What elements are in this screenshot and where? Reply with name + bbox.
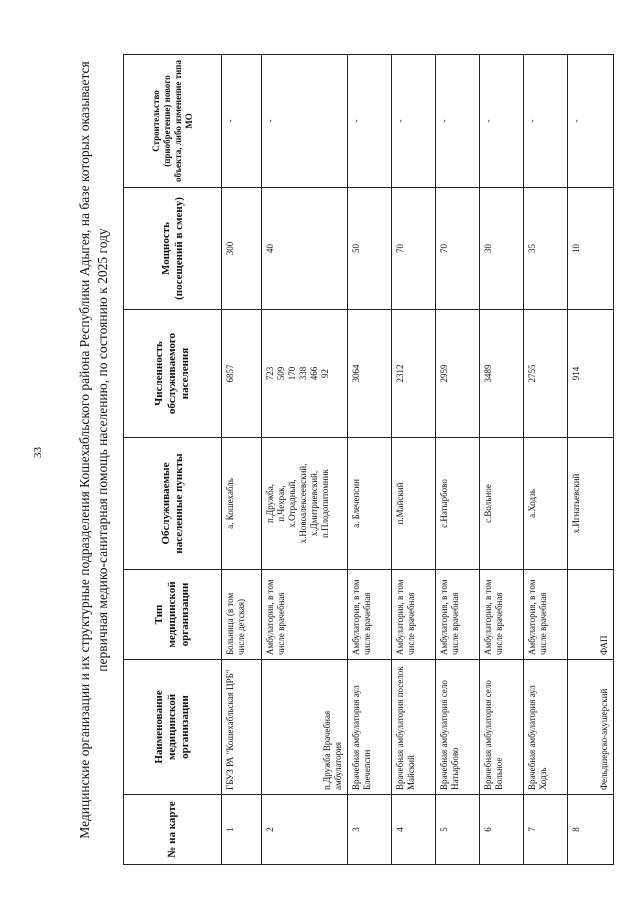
organization-type: Амбулатория, в том числе врачебная: [262, 570, 348, 660]
organization-type: ФАП: [568, 570, 614, 660]
header-population: Численность обслуживаемого населения: [124, 310, 222, 438]
settlements: [262, 438, 348, 570]
header-organization-type: Тип медицинской организации: [124, 570, 222, 660]
header-number: № на карте: [124, 795, 222, 865]
construction: -: [436, 55, 480, 188]
population-value: 338: [298, 366, 308, 381]
row-number: 5: [436, 795, 480, 865]
population-value: 3489: [483, 364, 493, 383]
settlements: [392, 438, 436, 570]
population-value: 509: [276, 366, 286, 381]
settlement: п.Чехрак,: [276, 485, 286, 522]
organization-name: Врачебная амбулатория село Вольное: [480, 660, 524, 795]
population-value: 723: [265, 366, 275, 381]
table-row: [392, 55, 436, 865]
row-number: 1: [222, 795, 262, 865]
organization-type: Амбулатория, в том числе врачебная: [348, 570, 392, 660]
organization-name: Фельдшерско-акушерский: [568, 660, 614, 795]
population-value: 914: [571, 366, 581, 381]
population: [392, 310, 436, 438]
population: [262, 310, 348, 438]
settlement: а. Кошехабль: [225, 478, 235, 529]
settlements: [348, 438, 392, 570]
construction: -: [568, 55, 614, 188]
capacity: 70: [436, 188, 480, 310]
row-number: 6: [480, 795, 524, 865]
header-settlements: Обслуживаемые населенные пункты: [124, 438, 222, 570]
construction: -: [480, 55, 524, 188]
organization-name: Врачебная амбулатория аул Блечепсин: [348, 660, 392, 795]
construction: -: [222, 55, 262, 188]
capacity: 30: [480, 188, 524, 310]
table-row: [348, 55, 392, 865]
organization-name: п.Дружба Врачебная амбулатория: [262, 660, 348, 795]
row-number: 2: [262, 795, 348, 865]
settlements: [222, 438, 262, 570]
population: [480, 310, 524, 438]
table-row: [480, 55, 524, 865]
page-title: Медицинские организации и их структурные подразделения Кошехабльского района Республики Адыгея, на базе которых оказывается первичная медико-санитарная помощь населению, по состоянию к 2025 году: [77, 61, 110, 839]
construction: -: [348, 55, 392, 188]
page-number: 33: [32, 447, 44, 458]
header-construction: Строительство (приобретение) нового объекта, либо изменение типа МО: [124, 55, 222, 188]
population-value: 466: [309, 366, 319, 381]
population: [524, 310, 568, 438]
settlement: с.Натырбово: [439, 479, 449, 528]
table-row: [524, 55, 568, 865]
settlements: [436, 438, 480, 570]
capacity: 40: [262, 188, 348, 310]
header-capacity: Мощность (посещений в смену): [124, 188, 222, 310]
row-number: 4: [392, 795, 436, 865]
settlement: х.Игнатьевский: [571, 473, 581, 534]
population-value: 6857: [225, 364, 235, 383]
population-value: 3064: [351, 364, 361, 383]
settlement: с.Вольное: [483, 484, 493, 523]
construction: -: [262, 55, 348, 188]
population-value: 2312: [395, 364, 405, 383]
capacity: 10: [568, 188, 614, 310]
population: [348, 310, 392, 438]
organization-type: Амбулатория, в том числе врачебная: [392, 570, 436, 660]
medical-organizations-table: [123, 54, 614, 865]
header-organization-name: Наименование медицинской организации: [124, 660, 222, 795]
table-row: [568, 55, 614, 865]
row-number: 8: [568, 795, 614, 865]
settlement: х.Дмитриевский,: [309, 470, 319, 537]
construction: -: [392, 55, 436, 188]
settlement: п.Плодопитомник: [320, 469, 330, 538]
organization-name: ГБУЗ РА "Кошехабльская ЦРБ": [222, 660, 262, 795]
table-row: [222, 55, 262, 865]
population-value: 92: [320, 369, 330, 378]
settlements: [568, 438, 614, 570]
population-value: 2755: [527, 364, 537, 383]
population: [222, 310, 262, 438]
capacity: 35: [524, 188, 568, 310]
population-value: 2959: [439, 364, 449, 383]
table-row: [436, 55, 480, 865]
organization-type: Больница (в том числе детская): [222, 570, 262, 660]
row-number: 3: [348, 795, 392, 865]
settlement: х.Новоалексеевский,: [298, 463, 308, 544]
settlement: п.Майский: [395, 482, 405, 525]
row-number: 7: [524, 795, 568, 865]
organization-name: Врачебная амбулатория село Натырбово: [436, 660, 480, 795]
capacity: 300: [222, 188, 262, 310]
organization-type: Амбулатория, в том числе врачебная: [480, 570, 524, 660]
settlements: [480, 438, 524, 570]
construction: -: [524, 55, 568, 188]
organization-type: Амбулатория, в том числе врачебная: [524, 570, 568, 660]
organization-name: Врачебная амбулатория аул Ходзь: [524, 660, 568, 795]
population: [568, 310, 614, 438]
settlement: х.Отрадный,: [287, 479, 297, 528]
table-row: [262, 55, 348, 865]
organization-type: Амбулатория, в том числе врачебная: [436, 570, 480, 660]
settlements: [524, 438, 568, 570]
capacity: 70: [392, 188, 436, 310]
organization-name: Врачебная амбулатория поселок Майский: [392, 660, 436, 795]
settlement: а. Блечепсин: [351, 479, 361, 528]
settlement: п.Дружба,: [265, 484, 275, 523]
table-header-row: [124, 55, 222, 865]
capacity: 50: [348, 188, 392, 310]
settlement: а.Ходзь: [527, 489, 537, 518]
population-value: 170: [287, 366, 297, 381]
population: [436, 310, 480, 438]
